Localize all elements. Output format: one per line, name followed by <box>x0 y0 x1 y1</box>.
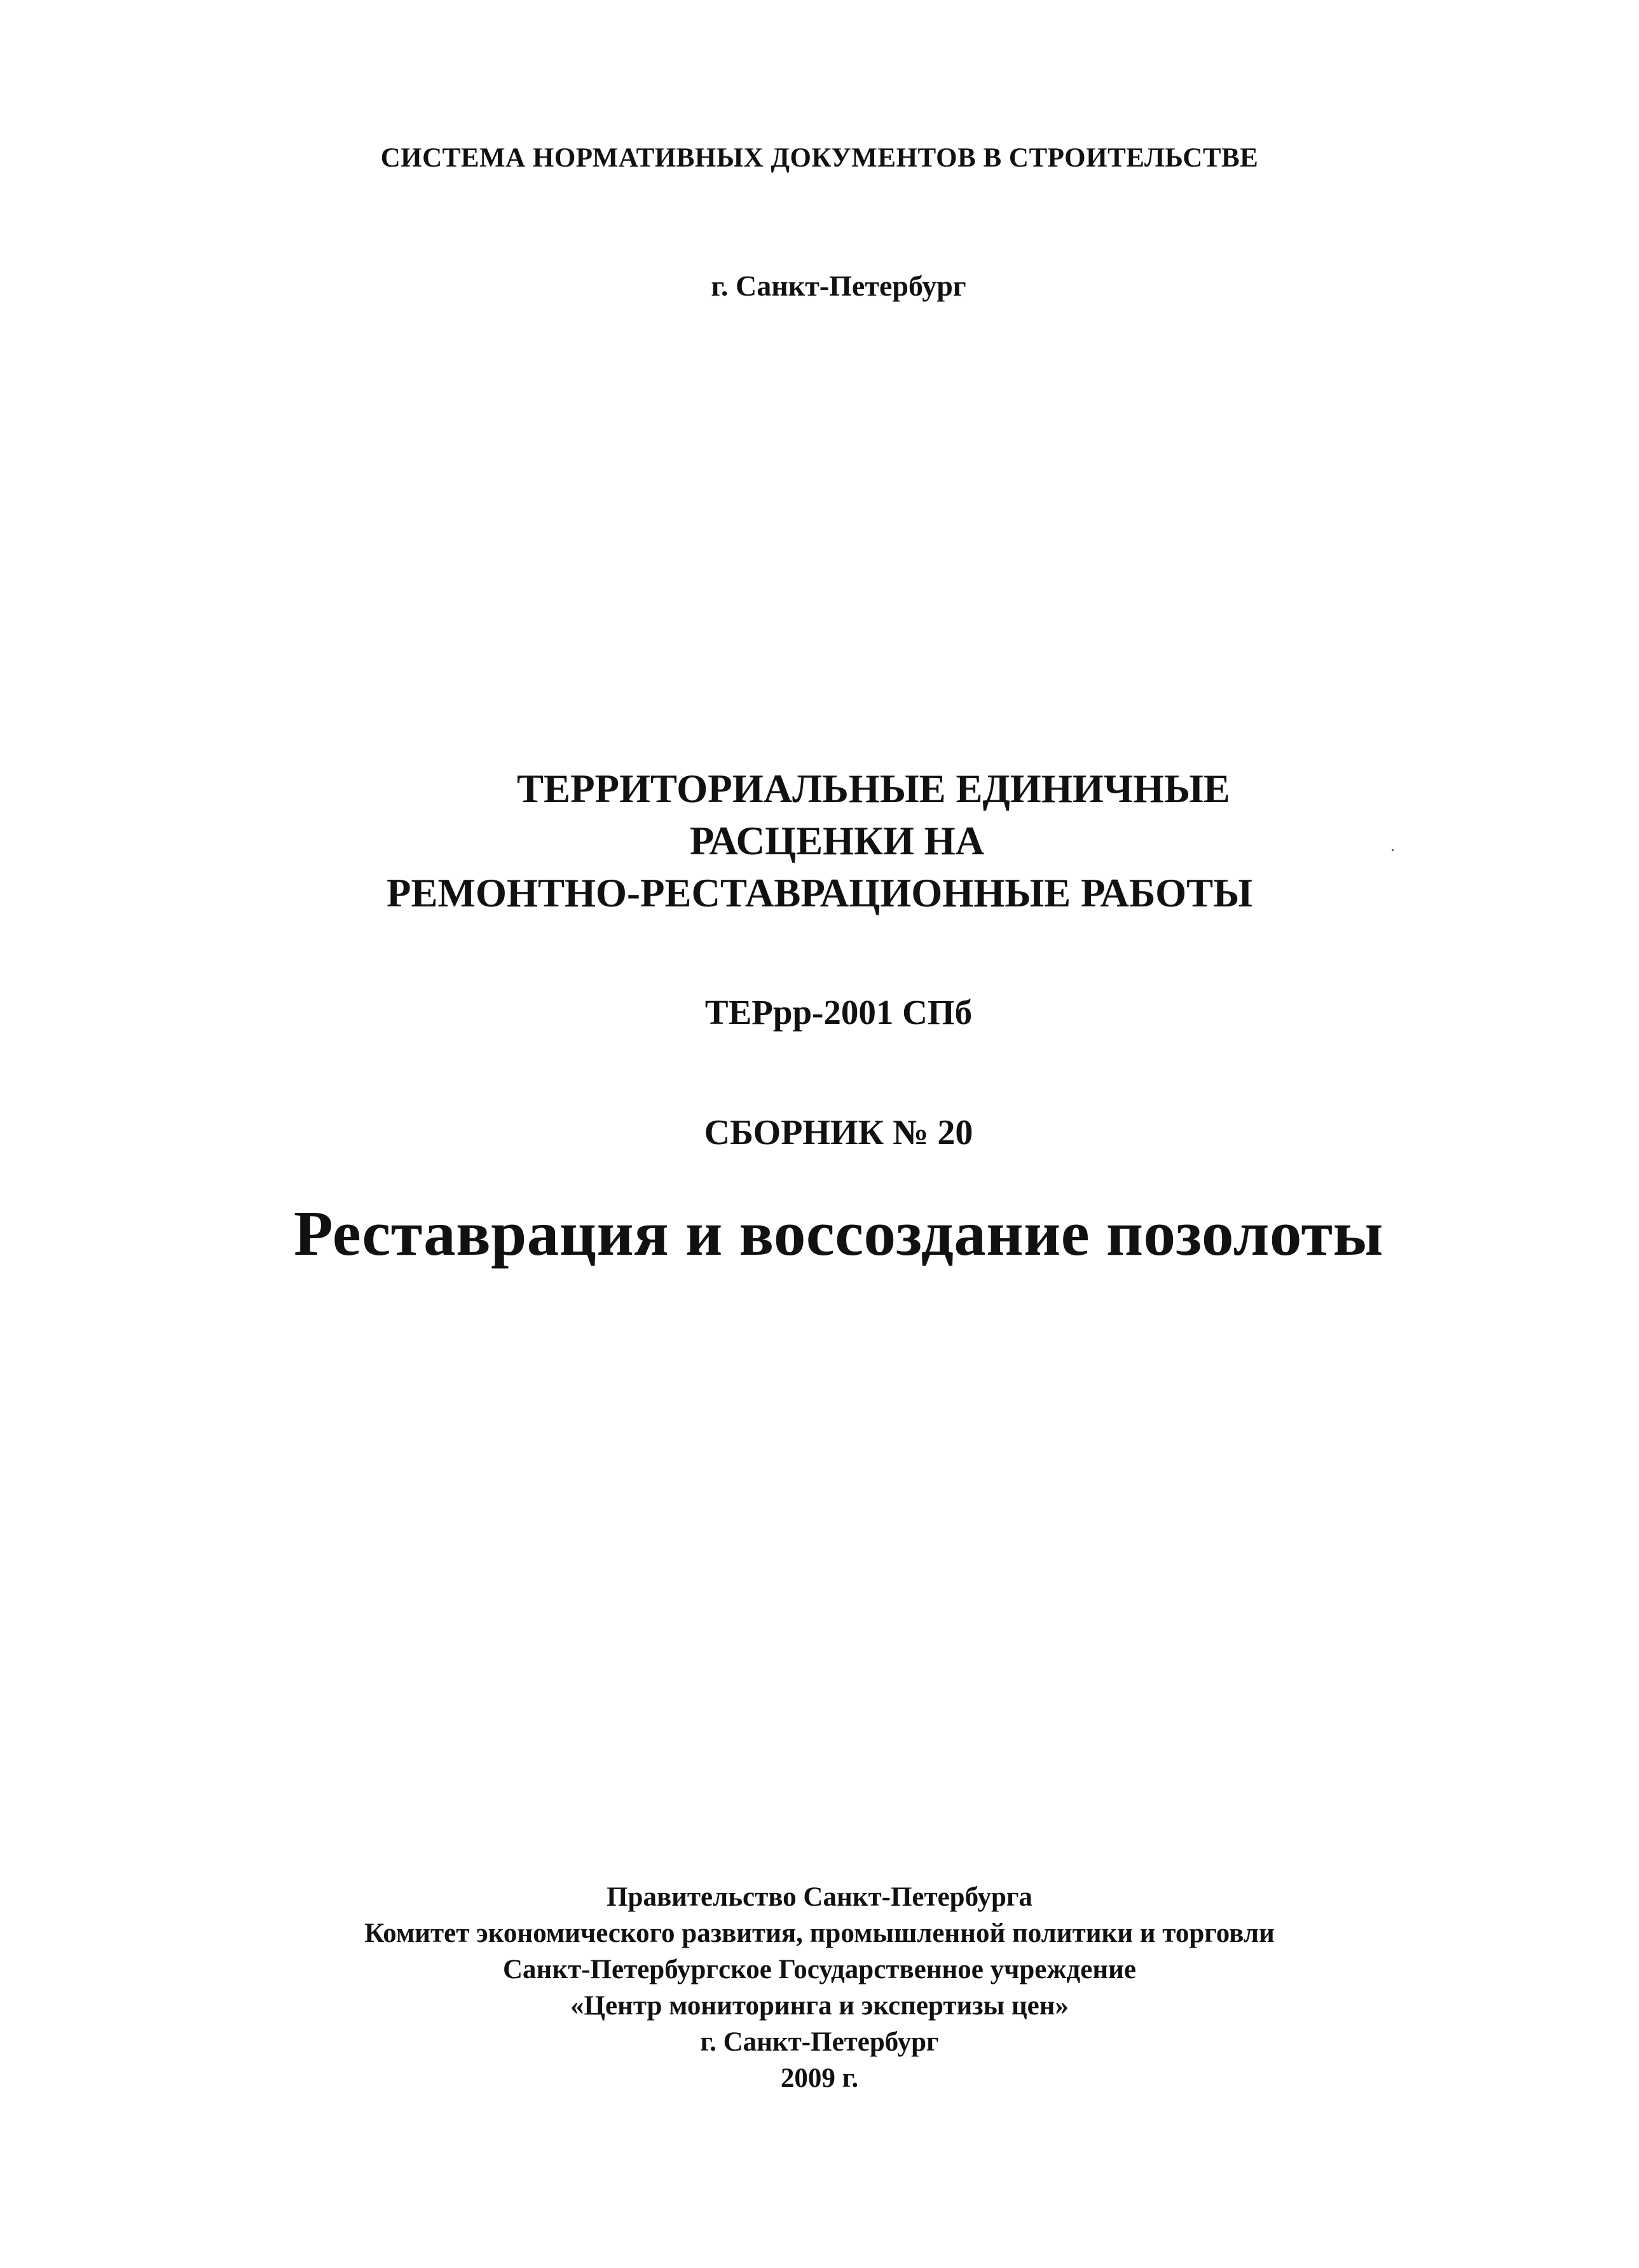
header-city: г. Санкт-Петербург <box>711 270 966 302</box>
publisher-line-4: «Центр мониторинга и экспертизы цен» <box>570 1991 1069 2021</box>
title-line-1: ТЕРРИТОРИАЛЬНЫЕ ЕДИНИЧНЫЕ <box>517 767 1230 811</box>
collection-subject: Реставрация и воссоздание позолоты <box>293 1198 1384 1269</box>
title-line-2: РАСЦЕНКИ НА <box>689 819 985 863</box>
publisher-line-3: Санкт-Петербургское Государственное учреждение <box>503 1955 1136 1984</box>
publisher-block <box>0 1879 1639 2096</box>
document-title <box>0 763 1639 919</box>
collection-number: СБОРНИК № 20 <box>704 1113 973 1152</box>
publisher-city: г. Санкт-Петербург <box>700 2027 939 2057</box>
publication-year: 2009 г. <box>780 2063 859 2093</box>
series-heading: СИСТЕМА НОРМАТИВНЫХ ДОКУМЕНТОВ В СТРОИТЕЛЬСТВЕ <box>380 143 1259 173</box>
publisher-line-1: Правительство Санкт-Петербурга <box>607 1882 1032 1912</box>
document-code: ТЕРрр-2001 СПб <box>704 993 973 1032</box>
publisher-line-2: Комитет экономического развития, промышленной политики и торговли <box>364 1918 1275 1948</box>
title-line-3: РЕМОНТНО-РЕСТАВРАЦИОННЫЕ РАБОТЫ <box>387 871 1252 915</box>
scan-speck <box>1392 849 1394 851</box>
